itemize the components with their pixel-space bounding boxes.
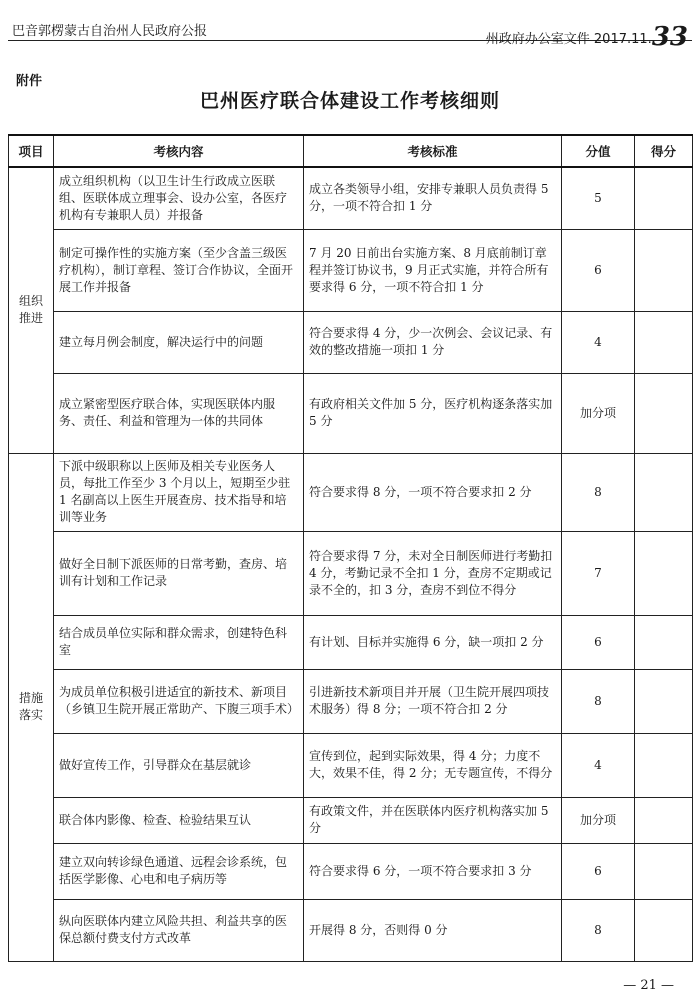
- obtained-score-cell: [635, 167, 693, 229]
- col-header-obtained: 得分: [635, 135, 693, 167]
- category-label: 组织: [18, 294, 43, 309]
- content-cell: 做好宣传工作，引导群众在基层就诊: [54, 733, 304, 797]
- standard-cell: 有政策文件，并在医联体内医疗机构落实加 5 分: [304, 797, 562, 843]
- standard-cell: 宣传到位，起到实际效果，得 4 分；力度不大，效果不佳，得 2 分；无专题宣传，不得分: [304, 733, 562, 797]
- col-header-score: 分值: [562, 135, 635, 167]
- content-cell: 建立每月例会制度，解决运行中的问题: [54, 311, 304, 373]
- standard-cell: 引进新技术新项目并开展（卫生院开展四项技术服务）得 8 分；一项不符合扣 2 分: [304, 669, 562, 733]
- obtained-score-cell: [635, 311, 693, 373]
- page-footer: — 21 —: [623, 978, 674, 993]
- category-label: 措施: [18, 691, 43, 705]
- running-header: [8, 6, 692, 52]
- content-cell: 下派中级职称以上医师及相关专业医务人员，每批工作至少 3 个月以上，短期至少驻 1 名副高以上医生开展查房、技术指导和培训等业务: [54, 453, 304, 531]
- score-cell: 4: [562, 311, 635, 373]
- score-cell: 加分项: [562, 797, 635, 843]
- table-row: [9, 229, 693, 311]
- table-row: [9, 899, 693, 961]
- standard-cell: 符合要求得 7 分，未对全日制医师进行考勤扣 4 分，考勤记录不全扣 1 分，查房不定期或记录不全的，扣 3 分，查房不到位不得分: [304, 531, 562, 615]
- score-cell: 8: [562, 899, 635, 961]
- col-header-item: 项目: [9, 135, 54, 167]
- table-row: [9, 311, 693, 373]
- standard-cell: 符合要求得 4 分，少一次例会、会议记录、有效的整改措施一项扣 1 分: [304, 311, 562, 373]
- content-cell: 为成员单位积极引进适宜的新技术、新项目（乡镇卫生院开展正常助产、下腹三项手术）: [54, 669, 304, 733]
- score-cell: 8: [562, 669, 635, 733]
- table-row: [9, 453, 693, 531]
- obtained-score-cell: [635, 797, 693, 843]
- standard-cell: 7 月 20 日前出台实施方案、8 月底前制订章程并签订协议书，9 月正式实施，并符合所有要求得 6 分，一项不符合扣 1 分: [304, 229, 562, 311]
- obtained-score-cell: [635, 373, 693, 453]
- table-row: [9, 531, 693, 615]
- score-cell: 6: [562, 229, 635, 311]
- content-cell: 做好全日制下派医师的日常考勤，查房、培训有计划和工作记录: [54, 531, 304, 615]
- standard-cell: 开展得 8 分，否则得 0 分: [304, 899, 562, 961]
- standard-cell: 符合要求得 6 分，一项不符合要求扣 3 分: [304, 843, 562, 899]
- category-cell: [9, 453, 54, 961]
- content-cell: 联合体内影像、检查、检验结果互认: [54, 797, 304, 843]
- table-row: [9, 373, 693, 453]
- attachment-label: 附件: [16, 74, 43, 89]
- table-row: [9, 167, 693, 229]
- obtained-score-cell: [635, 615, 693, 669]
- category-label: 落实: [18, 708, 43, 722]
- standard-cell: 符合要求得 8 分，一项不符合要求扣 2 分: [304, 453, 562, 531]
- standard-cell: 有政府相关文件加 5 分，医疗机构逐条落实加 5 分: [304, 373, 562, 453]
- table-row: [9, 669, 693, 733]
- score-cell: 8: [562, 453, 635, 531]
- score-cell: 6: [562, 843, 635, 899]
- content-cell: 成立紧密型医疗联合体，实现医联体内服务、责任、利益和管理为一体的共同体: [54, 373, 304, 453]
- table-body: [9, 167, 693, 961]
- score-cell: 4: [562, 733, 635, 797]
- col-header-standard: 考核标准: [304, 135, 562, 167]
- col-header-content: 考核内容: [54, 135, 304, 167]
- score-cell: 5: [562, 167, 635, 229]
- obtained-score-cell: [635, 733, 693, 797]
- content-cell: 纵向医联体内建立风险共担、利益共享的医保总额付费支付方式改革: [54, 899, 304, 961]
- score-cell: 加分项: [562, 373, 635, 453]
- score-cell: 7: [562, 531, 635, 615]
- issue-text: 州政府办公室文件 2017.11.: [485, 32, 652, 47]
- obtained-score-cell: [635, 453, 693, 531]
- gazette-name: 巴音郭楞蒙古自治州人民政府公报: [12, 24, 208, 39]
- score-cell: 6: [562, 615, 635, 669]
- assessment-table: [8, 134, 693, 962]
- category-label: 推进: [18, 311, 43, 326]
- standard-cell: 成立各类领导小组，安排专兼职人员负责得 5 分，一项不符合扣 1 分: [304, 167, 562, 229]
- table-header-row: [9, 135, 693, 167]
- standard-cell: 有计划、目标并实施得 6 分，缺一项扣 2 分: [304, 615, 562, 669]
- table-row: [9, 615, 693, 669]
- obtained-score-cell: [635, 669, 693, 733]
- obtained-score-cell: [635, 843, 693, 899]
- content-cell: 结合成员单位实际和群众需求，创建特色科室: [54, 615, 304, 669]
- issue-info: [486, 20, 688, 50]
- gazette-page-number: 33: [651, 22, 688, 52]
- category-cell: [9, 167, 54, 453]
- content-cell: 制定可操作性的实施方案（至少含盖三级医疗机构），制订章程、签订合作协议，全面开展工作并报备: [54, 229, 304, 311]
- obtained-score-cell: [635, 531, 693, 615]
- table-row: [9, 843, 693, 899]
- content-cell: 建立双向转诊绿色通道、远程会诊系统，包括医学影像、心电和电子病历等: [54, 843, 304, 899]
- content-cell: 成立组织机构（以卫生计生行政成立医联组、医联体成立理事会、设办公室，各医疗机构有专兼职人员）并报备: [54, 167, 304, 229]
- obtained-score-cell: [635, 899, 693, 961]
- document-title: 巴州医疗联合体建设工作考核细则: [199, 90, 500, 112]
- table-row: [9, 733, 693, 797]
- table-row: [9, 797, 693, 843]
- obtained-score-cell: [635, 229, 693, 311]
